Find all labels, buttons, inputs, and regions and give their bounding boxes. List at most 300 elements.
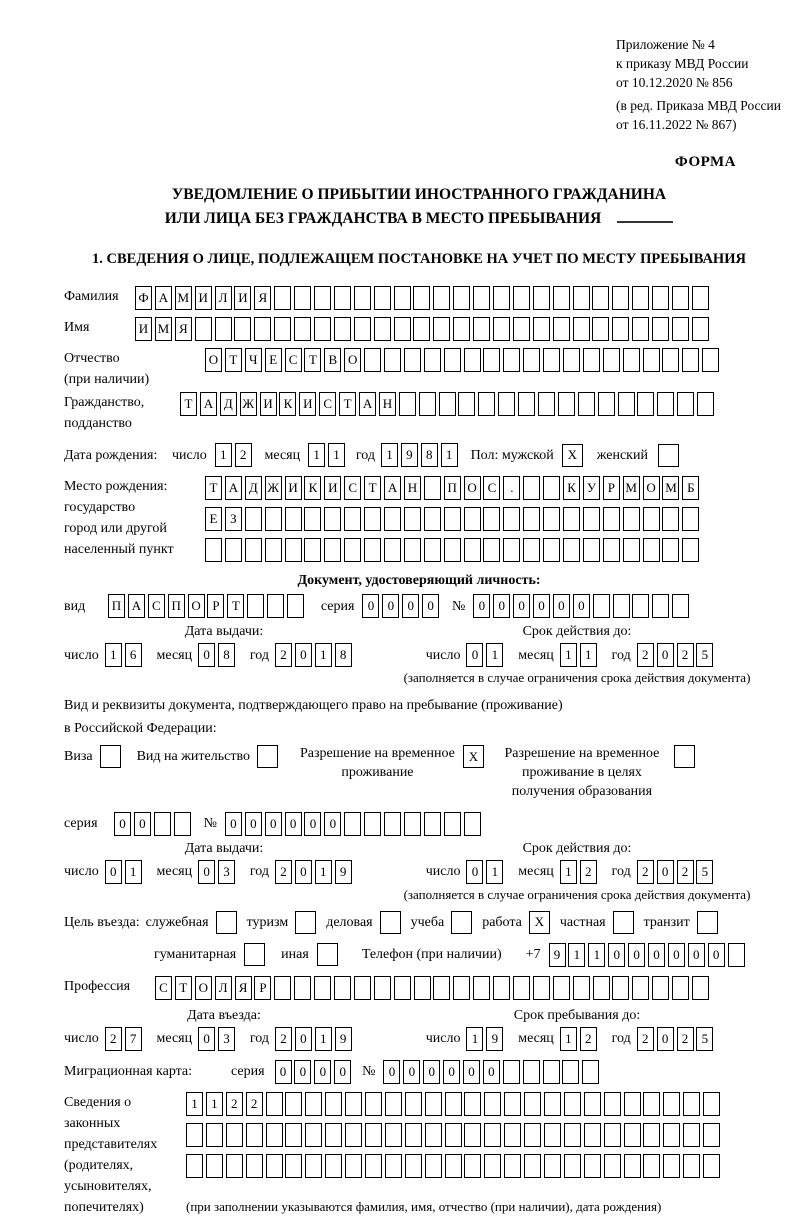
char-cell[interactable] xyxy=(573,317,590,341)
char-cell[interactable]: А xyxy=(128,594,145,618)
char-cell[interactable] xyxy=(285,1154,302,1178)
char-cell[interactable] xyxy=(404,348,421,372)
char-cell[interactable] xyxy=(405,1092,422,1116)
sex-male-checkbox[interactable]: X xyxy=(562,444,583,467)
char-cell[interactable] xyxy=(344,538,361,562)
char-cell[interactable] xyxy=(584,1123,601,1147)
char-cell[interactable] xyxy=(558,392,575,416)
char-cell[interactable] xyxy=(413,286,430,310)
char-cell[interactable]: 1 xyxy=(486,860,503,884)
char-cell[interactable]: 9 xyxy=(549,943,566,967)
char-cell[interactable] xyxy=(662,538,679,562)
char-cell[interactable] xyxy=(245,507,262,531)
char-cell[interactable] xyxy=(364,812,381,836)
char-cell[interactable] xyxy=(543,507,560,531)
char-cell[interactable]: 5 xyxy=(696,1027,713,1051)
char-cell[interactable]: 0 xyxy=(463,1060,480,1084)
char-cell[interactable] xyxy=(523,538,540,562)
char-cell[interactable]: 0 xyxy=(245,812,262,836)
char-cell[interactable]: 1 xyxy=(215,443,232,467)
char-cell[interactable] xyxy=(304,507,321,531)
char-cell[interactable] xyxy=(354,286,371,310)
char-cell[interactable]: 8 xyxy=(335,643,352,667)
char-cell[interactable] xyxy=(703,1154,720,1178)
purpose-humanitarian-checkbox[interactable] xyxy=(244,943,265,966)
char-cell[interactable] xyxy=(703,1092,720,1116)
char-cell[interactable] xyxy=(419,392,436,416)
char-cell[interactable]: 2 xyxy=(275,860,292,884)
char-cell[interactable] xyxy=(612,976,629,1000)
char-cell[interactable] xyxy=(234,317,251,341)
char-cell[interactable]: А xyxy=(225,476,242,500)
char-cell[interactable] xyxy=(623,507,640,531)
char-cell[interactable] xyxy=(618,392,635,416)
char-cell[interactable] xyxy=(692,286,709,310)
char-cell[interactable]: О xyxy=(344,348,361,372)
char-cell[interactable] xyxy=(374,286,391,310)
char-cell[interactable] xyxy=(523,1060,540,1084)
char-cell[interactable] xyxy=(294,976,311,1000)
char-cell[interactable] xyxy=(663,1123,680,1147)
char-cell[interactable] xyxy=(364,507,381,531)
char-cell[interactable] xyxy=(513,286,530,310)
char-cell[interactable] xyxy=(266,1123,283,1147)
char-cell[interactable] xyxy=(672,317,689,341)
char-cell[interactable]: 0 xyxy=(403,1060,420,1084)
char-cell[interactable]: 0 xyxy=(688,943,705,967)
char-cell[interactable] xyxy=(583,348,600,372)
char-cell[interactable]: 0 xyxy=(295,643,312,667)
char-cell[interactable]: М xyxy=(623,476,640,500)
char-cell[interactable]: Д xyxy=(220,392,237,416)
char-cell[interactable] xyxy=(563,348,580,372)
char-cell[interactable] xyxy=(266,1092,283,1116)
char-cell[interactable]: 0 xyxy=(443,1060,460,1084)
char-cell[interactable] xyxy=(384,348,401,372)
char-cell[interactable]: 0 xyxy=(198,643,215,667)
char-cell[interactable] xyxy=(247,594,264,618)
char-cell[interactable] xyxy=(524,1092,541,1116)
char-cell[interactable] xyxy=(405,1123,422,1147)
char-cell[interactable] xyxy=(453,317,470,341)
char-cell[interactable] xyxy=(603,348,620,372)
char-cell[interactable]: . xyxy=(503,476,520,500)
char-cell[interactable] xyxy=(444,348,461,372)
purpose-private-checkbox[interactable] xyxy=(613,911,634,934)
char-cell[interactable] xyxy=(518,392,535,416)
char-cell[interactable]: 1 xyxy=(206,1092,223,1116)
char-cell[interactable]: 0 xyxy=(334,1060,351,1084)
char-cell[interactable]: 2 xyxy=(637,860,654,884)
char-cell[interactable] xyxy=(484,1092,501,1116)
char-cell[interactable] xyxy=(538,392,555,416)
char-cell[interactable] xyxy=(503,1060,520,1084)
char-cell[interactable] xyxy=(663,1092,680,1116)
char-cell[interactable]: С xyxy=(148,594,165,618)
char-cell[interactable]: Н xyxy=(404,476,421,500)
char-cell[interactable] xyxy=(314,317,331,341)
char-cell[interactable]: 0 xyxy=(483,1060,500,1084)
char-cell[interactable] xyxy=(186,1123,203,1147)
char-cell[interactable] xyxy=(464,1123,481,1147)
residence-permit-checkbox[interactable] xyxy=(257,745,278,768)
char-cell[interactable]: Е xyxy=(265,348,282,372)
char-cell[interactable] xyxy=(503,348,520,372)
char-cell[interactable] xyxy=(205,538,222,562)
char-cell[interactable] xyxy=(344,812,361,836)
char-cell[interactable] xyxy=(682,348,699,372)
char-cell[interactable]: 2 xyxy=(580,1027,597,1051)
char-cell[interactable]: Ф xyxy=(135,286,152,310)
char-cell[interactable]: Т xyxy=(304,348,321,372)
char-cell[interactable]: 5 xyxy=(696,860,713,884)
char-cell[interactable]: 1 xyxy=(580,643,597,667)
char-cell[interactable] xyxy=(632,286,649,310)
char-cell[interactable] xyxy=(305,1154,322,1178)
char-cell[interactable]: 0 xyxy=(473,594,490,618)
char-cell[interactable]: 1 xyxy=(466,1027,483,1051)
char-cell[interactable]: Е xyxy=(205,507,222,531)
char-cell[interactable] xyxy=(404,538,421,562)
char-cell[interactable] xyxy=(544,1154,561,1178)
char-cell[interactable] xyxy=(663,1154,680,1178)
purpose-transit-checkbox[interactable] xyxy=(697,911,718,934)
char-cell[interactable] xyxy=(632,317,649,341)
char-cell[interactable] xyxy=(285,507,302,531)
char-cell[interactable]: 0 xyxy=(265,812,282,836)
char-cell[interactable]: А xyxy=(200,392,217,416)
char-cell[interactable] xyxy=(728,943,745,967)
char-cell[interactable] xyxy=(294,286,311,310)
char-cell[interactable] xyxy=(612,286,629,310)
char-cell[interactable] xyxy=(553,286,570,310)
char-cell[interactable]: Р xyxy=(207,594,224,618)
char-cell[interactable]: И xyxy=(135,317,152,341)
char-cell[interactable] xyxy=(404,812,421,836)
char-cell[interactable] xyxy=(593,594,610,618)
char-cell[interactable] xyxy=(464,1092,481,1116)
char-cell[interactable]: З xyxy=(225,507,242,531)
char-cell[interactable] xyxy=(643,1092,660,1116)
char-cell[interactable]: 0 xyxy=(383,1060,400,1084)
char-cell[interactable]: Т xyxy=(180,392,197,416)
char-cell[interactable]: А xyxy=(384,476,401,500)
char-cell[interactable] xyxy=(345,1123,362,1147)
char-cell[interactable]: Я xyxy=(235,976,252,1000)
char-cell[interactable] xyxy=(543,476,560,500)
char-cell[interactable] xyxy=(598,392,615,416)
char-cell[interactable] xyxy=(394,317,411,341)
char-cell[interactable]: 0 xyxy=(657,1027,674,1051)
char-cell[interactable]: 0 xyxy=(513,594,530,618)
char-cell[interactable]: О xyxy=(188,594,205,618)
char-cell[interactable] xyxy=(274,286,291,310)
char-cell[interactable]: 0 xyxy=(198,860,215,884)
char-cell[interactable] xyxy=(325,1092,342,1116)
char-cell[interactable]: 6 xyxy=(125,643,142,667)
char-cell[interactable] xyxy=(374,317,391,341)
char-cell[interactable]: 0 xyxy=(466,643,483,667)
char-cell[interactable] xyxy=(564,1092,581,1116)
char-cell[interactable]: Д xyxy=(245,476,262,500)
char-cell[interactable]: 1 xyxy=(560,860,577,884)
char-cell[interactable]: О xyxy=(464,476,481,500)
char-cell[interactable]: 1 xyxy=(315,860,332,884)
char-cell[interactable] xyxy=(424,538,441,562)
char-cell[interactable] xyxy=(473,976,490,1000)
char-cell[interactable] xyxy=(314,286,331,310)
char-cell[interactable] xyxy=(563,507,580,531)
char-cell[interactable] xyxy=(524,1123,541,1147)
char-cell[interactable] xyxy=(374,976,391,1000)
char-cell[interactable] xyxy=(464,538,481,562)
char-cell[interactable] xyxy=(226,1123,243,1147)
char-cell[interactable] xyxy=(265,507,282,531)
char-cell[interactable] xyxy=(702,348,719,372)
char-cell[interactable]: 0 xyxy=(466,860,483,884)
char-cell[interactable]: 0 xyxy=(423,1060,440,1084)
char-cell[interactable] xyxy=(652,976,669,1000)
char-cell[interactable] xyxy=(444,507,461,531)
char-cell[interactable] xyxy=(604,1123,621,1147)
char-cell[interactable] xyxy=(439,392,456,416)
char-cell[interactable] xyxy=(643,1123,660,1147)
char-cell[interactable]: 0 xyxy=(198,1027,215,1051)
char-cell[interactable] xyxy=(662,507,679,531)
char-cell[interactable]: 0 xyxy=(275,1060,292,1084)
char-cell[interactable] xyxy=(573,976,590,1000)
char-cell[interactable] xyxy=(578,392,595,416)
char-cell[interactable] xyxy=(523,507,540,531)
char-cell[interactable]: 8 xyxy=(421,443,438,467)
char-cell[interactable]: Р xyxy=(603,476,620,500)
char-cell[interactable] xyxy=(364,348,381,372)
char-cell[interactable]: 0 xyxy=(628,943,645,967)
char-cell[interactable] xyxy=(414,976,431,1000)
char-cell[interactable]: 1 xyxy=(486,643,503,667)
char-cell[interactable] xyxy=(354,317,371,341)
char-cell[interactable] xyxy=(433,286,450,310)
purpose-work-checkbox[interactable]: X xyxy=(529,911,550,934)
temp-residence-edu-checkbox[interactable] xyxy=(674,745,695,768)
char-cell[interactable] xyxy=(464,1154,481,1178)
char-cell[interactable]: 0 xyxy=(708,943,725,967)
char-cell[interactable] xyxy=(265,538,282,562)
char-cell[interactable]: Ж xyxy=(265,476,282,500)
char-cell[interactable]: 0 xyxy=(134,812,151,836)
char-cell[interactable]: 2 xyxy=(105,1027,122,1051)
char-cell[interactable] xyxy=(564,1154,581,1178)
char-cell[interactable]: 9 xyxy=(335,1027,352,1051)
char-cell[interactable] xyxy=(433,317,450,341)
char-cell[interactable] xyxy=(612,317,629,341)
char-cell[interactable]: И xyxy=(234,286,251,310)
char-cell[interactable]: Т xyxy=(227,594,244,618)
char-cell[interactable] xyxy=(225,538,242,562)
char-cell[interactable] xyxy=(385,1154,402,1178)
char-cell[interactable]: 3 xyxy=(218,1027,235,1051)
char-cell[interactable]: У xyxy=(583,476,600,500)
char-cell[interactable] xyxy=(186,1154,203,1178)
char-cell[interactable] xyxy=(444,538,461,562)
char-cell[interactable]: И xyxy=(299,392,316,416)
char-cell[interactable] xyxy=(652,594,669,618)
char-cell[interactable]: 0 xyxy=(225,812,242,836)
char-cell[interactable] xyxy=(624,1092,641,1116)
char-cell[interactable] xyxy=(503,538,520,562)
char-cell[interactable] xyxy=(445,1092,462,1116)
char-cell[interactable] xyxy=(703,1123,720,1147)
char-cell[interactable]: 0 xyxy=(533,594,550,618)
char-cell[interactable] xyxy=(682,507,699,531)
char-cell[interactable] xyxy=(523,348,540,372)
char-cell[interactable]: 8 xyxy=(218,643,235,667)
char-cell[interactable] xyxy=(603,507,620,531)
char-cell[interactable]: 3 xyxy=(218,860,235,884)
char-cell[interactable]: Ж xyxy=(240,392,257,416)
char-cell[interactable] xyxy=(652,317,669,341)
char-cell[interactable] xyxy=(425,1154,442,1178)
char-cell[interactable] xyxy=(533,317,550,341)
char-cell[interactable] xyxy=(493,976,510,1000)
char-cell[interactable]: 0 xyxy=(324,812,341,836)
char-cell[interactable]: 0 xyxy=(668,943,685,967)
char-cell[interactable]: И xyxy=(324,476,341,500)
char-cell[interactable] xyxy=(464,348,481,372)
purpose-tourism-checkbox[interactable] xyxy=(295,911,316,934)
char-cell[interactable] xyxy=(324,507,341,531)
char-cell[interactable] xyxy=(533,976,550,1000)
char-cell[interactable]: О xyxy=(205,348,222,372)
char-cell[interactable] xyxy=(206,1154,223,1178)
char-cell[interactable]: 1 xyxy=(315,643,332,667)
char-cell[interactable] xyxy=(553,976,570,1000)
char-cell[interactable]: 0 xyxy=(657,860,674,884)
char-cell[interactable]: 2 xyxy=(677,643,694,667)
char-cell[interactable] xyxy=(305,1123,322,1147)
char-cell[interactable]: Т xyxy=(175,976,192,1000)
char-cell[interactable]: К xyxy=(279,392,296,416)
char-cell[interactable] xyxy=(325,1154,342,1178)
char-cell[interactable] xyxy=(524,1154,541,1178)
char-cell[interactable] xyxy=(643,507,660,531)
char-cell[interactable] xyxy=(672,976,689,1000)
char-cell[interactable] xyxy=(324,538,341,562)
char-cell[interactable]: 0 xyxy=(114,812,131,836)
char-cell[interactable] xyxy=(334,286,351,310)
char-cell[interactable]: С xyxy=(319,392,336,416)
char-cell[interactable]: Б xyxy=(682,476,699,500)
char-cell[interactable] xyxy=(484,1123,501,1147)
char-cell[interactable] xyxy=(206,1123,223,1147)
char-cell[interactable] xyxy=(643,538,660,562)
char-cell[interactable]: С xyxy=(483,476,500,500)
char-cell[interactable]: 0 xyxy=(285,812,302,836)
char-cell[interactable] xyxy=(683,1123,700,1147)
char-cell[interactable] xyxy=(473,317,490,341)
char-cell[interactable]: 9 xyxy=(486,1027,503,1051)
char-cell[interactable] xyxy=(504,1154,521,1178)
char-cell[interactable] xyxy=(564,1123,581,1147)
char-cell[interactable] xyxy=(458,392,475,416)
char-cell[interactable]: 9 xyxy=(335,860,352,884)
char-cell[interactable] xyxy=(573,286,590,310)
char-cell[interactable]: И xyxy=(285,476,302,500)
char-cell[interactable] xyxy=(453,286,470,310)
char-cell[interactable] xyxy=(394,976,411,1000)
char-cell[interactable]: Л xyxy=(215,286,232,310)
char-cell[interactable]: Н xyxy=(379,392,396,416)
char-cell[interactable] xyxy=(425,1123,442,1147)
char-cell[interactable] xyxy=(543,538,560,562)
char-cell[interactable]: 0 xyxy=(422,594,439,618)
char-cell[interactable]: Т xyxy=(225,348,242,372)
char-cell[interactable]: 0 xyxy=(493,594,510,618)
char-cell[interactable] xyxy=(583,507,600,531)
char-cell[interactable] xyxy=(562,1060,579,1084)
char-cell[interactable]: И xyxy=(260,392,277,416)
visa-checkbox[interactable] xyxy=(100,745,121,768)
char-cell[interactable] xyxy=(215,317,232,341)
char-cell[interactable]: Я xyxy=(175,317,192,341)
char-cell[interactable] xyxy=(504,1092,521,1116)
char-cell[interactable]: В xyxy=(324,348,341,372)
char-cell[interactable]: 1 xyxy=(125,860,142,884)
char-cell[interactable] xyxy=(399,392,416,416)
char-cell[interactable]: 0 xyxy=(382,594,399,618)
char-cell[interactable]: 0 xyxy=(657,643,674,667)
char-cell[interactable]: 0 xyxy=(105,860,122,884)
char-cell[interactable]: О xyxy=(643,476,660,500)
char-cell[interactable]: 0 xyxy=(362,594,379,618)
char-cell[interactable]: 0 xyxy=(402,594,419,618)
char-cell[interactable] xyxy=(593,976,610,1000)
char-cell[interactable]: 1 xyxy=(328,443,345,467)
char-cell[interactable] xyxy=(657,392,674,416)
char-cell[interactable]: К xyxy=(563,476,580,500)
char-cell[interactable] xyxy=(584,1092,601,1116)
char-cell[interactable] xyxy=(632,594,649,618)
char-cell[interactable] xyxy=(513,976,530,1000)
char-cell[interactable] xyxy=(623,538,640,562)
char-cell[interactable] xyxy=(483,507,500,531)
char-cell[interactable] xyxy=(254,317,271,341)
char-cell[interactable] xyxy=(344,507,361,531)
temp-residence-checkbox[interactable]: X xyxy=(463,745,484,768)
char-cell[interactable] xyxy=(246,1123,263,1147)
char-cell[interactable] xyxy=(563,538,580,562)
char-cell[interactable] xyxy=(365,1123,382,1147)
char-cell[interactable]: М xyxy=(175,286,192,310)
char-cell[interactable]: 0 xyxy=(573,594,590,618)
purpose-study-checkbox[interactable] xyxy=(451,911,472,934)
char-cell[interactable] xyxy=(267,594,284,618)
char-cell[interactable]: 0 xyxy=(314,1060,331,1084)
char-cell[interactable] xyxy=(643,1154,660,1178)
char-cell[interactable] xyxy=(643,348,660,372)
char-cell[interactable]: 2 xyxy=(235,443,252,467)
char-cell[interactable] xyxy=(493,317,510,341)
char-cell[interactable]: 1 xyxy=(441,443,458,467)
char-cell[interactable]: М xyxy=(662,476,679,500)
char-cell[interactable] xyxy=(424,348,441,372)
char-cell[interactable]: Я xyxy=(254,286,271,310)
char-cell[interactable] xyxy=(553,317,570,341)
sex-female-checkbox[interactable] xyxy=(658,444,679,467)
char-cell[interactable] xyxy=(246,1154,263,1178)
char-cell[interactable] xyxy=(174,812,191,836)
char-cell[interactable] xyxy=(274,976,291,1000)
